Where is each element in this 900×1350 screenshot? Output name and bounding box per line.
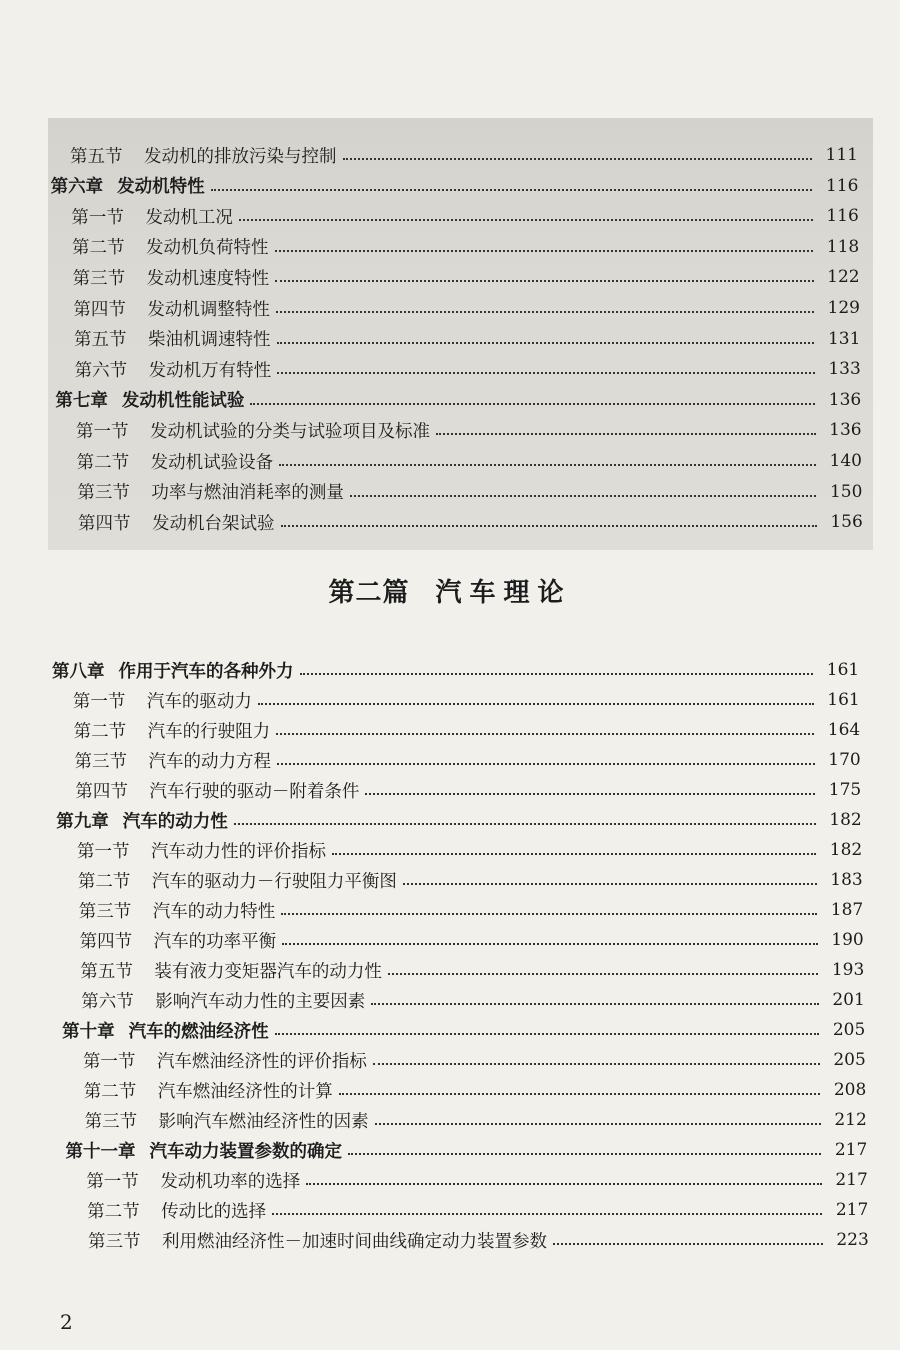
entry-text: 柴油机调速特性: [148, 330, 271, 351]
page-reference: 161: [826, 660, 860, 680]
leader-dots: [250, 403, 815, 405]
leader-dots: [279, 464, 816, 466]
entry-title: [72, 234, 269, 259]
entry-title: [70, 143, 337, 168]
entry-title: [73, 688, 252, 713]
leader-dots: [403, 883, 817, 885]
entry-title: [86, 1168, 300, 1193]
toc-section-entry[interactable]: [71, 201, 858, 231]
entry-title: [76, 418, 430, 443]
toc-chapter-entry[interactable]: [65, 1135, 867, 1165]
entry-title: [87, 1198, 266, 1223]
page-reference: 156: [830, 512, 863, 533]
chapter-label: 第九章: [56, 811, 109, 832]
entry-text: 发动机调整特性: [147, 299, 270, 320]
toc-section-entry[interactable]: [74, 715, 861, 745]
leader-dots: [277, 763, 815, 765]
leader-dots: [282, 943, 818, 945]
page-reference: 217: [834, 1140, 868, 1160]
entry-title: [83, 1048, 367, 1073]
page-reference: 150: [829, 481, 863, 502]
entry-text: 汽车的燃油经济性: [128, 1021, 269, 1042]
entry-text: 汽车的行驶阻力: [147, 721, 271, 742]
toc-section-entry[interactable]: [77, 835, 862, 865]
entry-title: [77, 479, 344, 504]
toc-section-entry[interactable]: [77, 477, 862, 507]
section-label: 第一节: [71, 207, 124, 228]
chapter-label: 第八章: [52, 661, 105, 682]
entry-title: [75, 778, 359, 803]
page-reference: 205: [833, 1050, 866, 1070]
leader-dots: [276, 733, 814, 735]
page-reference: 161: [827, 690, 860, 710]
entry-text: 发动机的排放污染与控制: [144, 146, 337, 167]
entry-text: 利用燃油经济性－加速时间曲线确定动力装置参数: [162, 1231, 547, 1252]
page-reference: 136: [828, 389, 862, 410]
entry-title: [80, 928, 277, 953]
page-reference: 190: [831, 930, 864, 950]
entry-title: [77, 838, 326, 863]
page-reference: 129: [827, 298, 860, 318]
toc-chapter-entry[interactable]: [56, 805, 862, 835]
toc-section-entry[interactable]: [75, 775, 861, 805]
entry-text: 汽车的驱动力－行驶阻力平衡图: [151, 871, 397, 892]
entry-title: [74, 326, 271, 351]
entry-title: [81, 988, 365, 1013]
page-reference: 183: [830, 870, 863, 890]
section-label: 第六节: [74, 360, 128, 381]
page-reference: 193: [831, 960, 865, 980]
section-label: 第一节: [82, 1051, 136, 1072]
leader-dots: [281, 913, 817, 915]
page-reference: 140: [829, 451, 862, 471]
leader-dots: [348, 1153, 821, 1155]
entry-title: [77, 449, 274, 474]
toc-section-entry[interactable]: [80, 955, 864, 985]
section-label: 第一节: [72, 691, 126, 712]
section-label: 第五节: [70, 146, 123, 167]
section-label: 第四节: [79, 931, 133, 952]
leader-dots: [275, 1033, 820, 1035]
part-title: [0, 572, 900, 609]
entry-text: 汽车动力性的评价指标: [151, 841, 327, 862]
entry-title: [51, 173, 205, 198]
leader-dots: [553, 1243, 823, 1245]
leader-dots: [343, 158, 813, 160]
section-label: 第二节: [73, 721, 127, 742]
page-reference: 212: [834, 1110, 867, 1130]
entry-text: 汽车行驶的驱动－附着条件: [149, 781, 360, 802]
toc-section-entry[interactable]: [85, 1105, 867, 1135]
entry-title: [80, 958, 382, 983]
toc-section-entry[interactable]: [86, 1165, 867, 1195]
toc-section-entry[interactable]: [73, 685, 860, 715]
entry-text: 传动比的选择: [161, 1201, 267, 1222]
toc-chapter-entry[interactable]: [51, 171, 859, 201]
entry-text: 功率与燃油消耗率的测量: [151, 483, 344, 504]
leader-dots: [211, 189, 813, 191]
section-label: 第三节: [74, 751, 128, 772]
entry-title: [79, 898, 276, 923]
toc-section-entry[interactable]: [78, 865, 863, 895]
entry-title: [84, 1078, 333, 1103]
page-reference: 136: [829, 420, 862, 441]
toc-section-entry[interactable]: [87, 1195, 868, 1225]
page-reference: 205: [832, 1020, 866, 1040]
entry-text: 发动机负荷特性: [146, 238, 269, 259]
entry-text: 发动机试验设备: [150, 452, 274, 473]
toc-section-entry[interactable]: [84, 1075, 867, 1105]
section-label: 第一节: [86, 1171, 139, 1192]
toc-chapter-entry[interactable]: [55, 385, 861, 415]
entry-title: [65, 1138, 342, 1163]
entry-text: 发动机工况: [145, 207, 233, 228]
chapter-label: 第十一章: [65, 1141, 136, 1162]
page-reference: 187: [830, 900, 864, 920]
leader-dots: [371, 1003, 819, 1005]
toc-section-entry[interactable]: [72, 232, 859, 262]
page-reference: 118: [826, 236, 860, 257]
leader-dots: [272, 1213, 822, 1215]
leader-dots: [436, 433, 816, 435]
leader-dots: [300, 673, 814, 675]
entry-text: 汽车动力装置参数的确定: [149, 1141, 342, 1162]
toc-section-entry[interactable]: [79, 895, 864, 925]
entry-title: [73, 265, 270, 290]
entry-text: 装有液力变矩器汽车的动力性: [154, 961, 382, 982]
page-reference: 116: [825, 175, 859, 196]
toc-section-entry[interactable]: [73, 293, 860, 323]
entry-text: 汽车的动力特性: [152, 901, 276, 922]
toc-section-entry[interactable]: [78, 507, 863, 537]
toc-section-entry[interactable]: [75, 745, 861, 775]
page-reference: 223: [836, 1230, 869, 1250]
leader-dots: [239, 219, 813, 221]
page-reference: 116: [826, 206, 859, 227]
entry-text: 发动机万有特性: [148, 360, 272, 381]
toc-section-entry[interactable]: [74, 324, 860, 354]
section-label: 第三节: [77, 483, 130, 504]
entry-title: [75, 748, 272, 773]
section-label: 第四节: [73, 299, 126, 320]
page-reference: 111: [825, 145, 858, 165]
toc-section-entry[interactable]: [70, 140, 858, 170]
entry-text: 汽车的驱动力: [146, 691, 252, 712]
leader-dots: [365, 793, 815, 795]
entry-title: [78, 868, 397, 893]
page-number: 2: [60, 1310, 73, 1334]
section-label: 第三节: [72, 268, 126, 289]
entry-text: 汽车的动力性: [122, 811, 228, 832]
leader-dots: [281, 525, 817, 527]
leader-dots: [258, 703, 814, 705]
entry-title: [74, 718, 271, 743]
page-reference: 131: [827, 328, 861, 349]
section-label: 第五节: [80, 961, 133, 982]
page-reference: 175: [828, 780, 862, 800]
section-label: 第六节: [81, 991, 134, 1012]
part-label: 第二篇: [328, 578, 410, 608]
entry-title: [62, 1018, 269, 1043]
leader-dots: [339, 1093, 821, 1095]
toc-chapter-entry[interactable]: [52, 655, 859, 685]
section-label: 第二节: [87, 1201, 140, 1222]
leader-dots: [306, 1183, 821, 1185]
entry-text: 汽车燃油经济性的计算: [157, 1081, 333, 1102]
section-label: 第三节: [78, 901, 132, 922]
toc-section-entry[interactable]: [83, 1045, 866, 1075]
leader-dots: [277, 342, 815, 344]
toc-chapter-entry[interactable]: [62, 1015, 865, 1045]
page-reference: 208: [833, 1080, 867, 1100]
entry-text: 发动机速度特性: [146, 268, 270, 289]
toc-section-entry[interactable]: [75, 354, 861, 384]
page-reference: 182: [829, 840, 863, 860]
entry-title: [71, 204, 233, 229]
leader-dots: [388, 973, 818, 975]
entry-text: 发动机试验的分类与试验项目及标准: [150, 421, 430, 442]
leader-dots: [375, 1123, 821, 1125]
page-reference: 217: [835, 1200, 869, 1220]
page-reference: 182: [829, 810, 862, 830]
leader-dots: [350, 495, 817, 497]
entry-title: [88, 1228, 547, 1253]
entry-text: 发动机特性: [117, 177, 205, 198]
toc-section-entry[interactable]: [80, 925, 864, 955]
entry-text: 发动机功率的选择: [160, 1171, 301, 1192]
entry-title: [78, 510, 275, 535]
leader-dots: [276, 311, 814, 313]
chapter-label: 第七章: [55, 391, 108, 412]
section-label: 第一节: [77, 841, 130, 862]
section-label: 第二节: [76, 452, 130, 473]
leader-dots: [277, 372, 815, 374]
leader-dots: [275, 280, 813, 282]
leader-dots: [373, 1063, 820, 1065]
entry-title: [55, 387, 244, 412]
page-reference: 170: [828, 750, 861, 770]
section-label: 第四节: [75, 781, 128, 802]
section-label: 第三节: [84, 1111, 138, 1132]
page-reference: 164: [827, 720, 861, 740]
page-reference: 201: [832, 990, 865, 1010]
leader-dots: [275, 250, 814, 252]
entry-title: [73, 296, 270, 321]
entry-title: [85, 1108, 369, 1133]
chapter-label: 第六章: [50, 177, 104, 198]
section-label: 第五节: [74, 330, 127, 351]
entry-text: 汽车的动力方程: [148, 751, 272, 772]
entry-text: 作用于汽车的各种外力: [118, 661, 294, 682]
leader-dots: [332, 853, 816, 855]
page-reference: 133: [828, 359, 861, 380]
entry-text: 发动机台架试验: [152, 513, 275, 534]
entry-text: 发动机性能试验: [121, 391, 245, 412]
entry-title: [52, 658, 294, 683]
part-name: 汽车理论: [435, 578, 572, 608]
entry-text: 汽车的功率平衡: [153, 931, 277, 952]
toc-section-entry[interactable]: [77, 446, 862, 476]
page-reference: 217: [835, 1170, 868, 1190]
section-label: 第一节: [76, 421, 129, 442]
leader-dots: [234, 823, 816, 825]
toc-section-entry[interactable]: [81, 985, 865, 1015]
entry-title: [56, 808, 228, 833]
entry-text: 汽车燃油经济性的评价指标: [156, 1051, 367, 1072]
toc-section-entry[interactable]: [88, 1225, 869, 1255]
section-label: 第二节: [72, 238, 125, 259]
entry-text: 影响汽车动力性的主要因素: [155, 991, 366, 1012]
chapter-label: 第十章: [62, 1021, 115, 1042]
entry-text: 影响汽车燃油经济性的因素: [158, 1111, 369, 1132]
toc-section-entry[interactable]: [76, 415, 862, 445]
section-label: 第二节: [77, 871, 131, 892]
page-reference: 122: [827, 267, 860, 288]
section-label: 第四节: [78, 513, 131, 534]
section-label: 第三节: [88, 1231, 141, 1252]
toc-section-entry[interactable]: [73, 262, 860, 292]
entry-title: [75, 357, 272, 382]
section-label: 第二节: [83, 1081, 137, 1102]
